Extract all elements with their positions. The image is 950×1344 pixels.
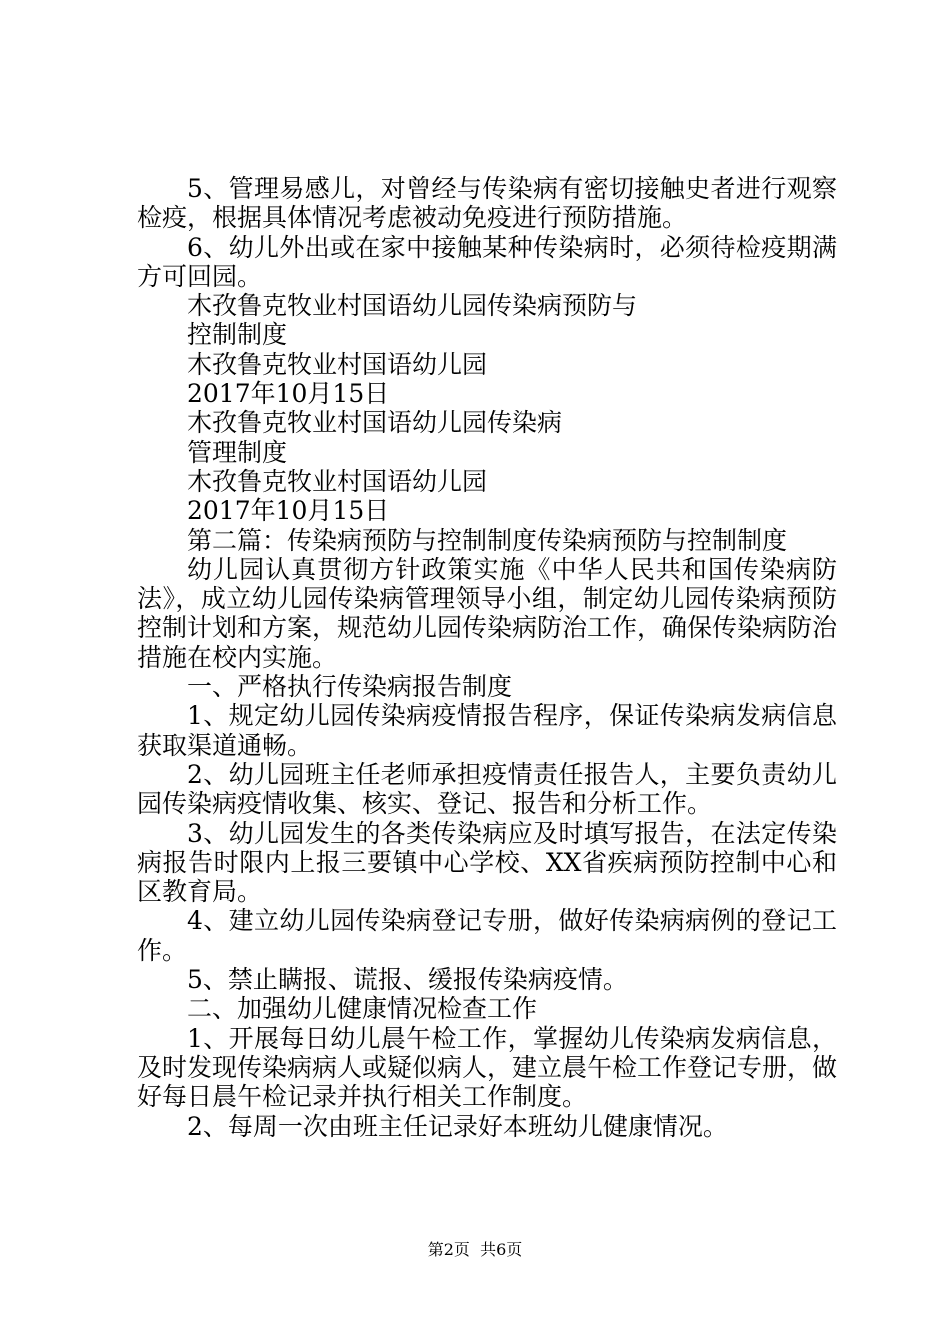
title-line-2: 控制制度: [187, 320, 288, 350]
signature-date-b: 2017年10月15日: [187, 496, 390, 526]
signature-org-b: 木孜鲁克牧业村国语幼儿园: [187, 466, 488, 496]
page-number: 第2页: [427, 1240, 470, 1259]
title-line-1-b: 木孜鲁克牧业村国语幼儿园传染病: [187, 408, 563, 438]
title-line-2-b: 管理制度: [187, 437, 288, 467]
report-item-5: 5、禁止瞒报、谎报、缓报传染病疫情。: [187, 965, 628, 995]
paragraph-item-5-observation: 5、管理易感儿，对曾经与传染病有密切接触史者进行观察检疫，根据具体情况考虑被动免疫进行预防措施。: [137, 174, 837, 233]
intro-paragraph: 幼儿园认真贯彻方针政策实施《中华人民共和国传染病防法》，成立幼儿园传染病管理领导小组，制定幼儿园传染病预防控制计划和方案，规范幼儿园传染病防治工作，确保传染病防治措施在校内实施。: [137, 554, 838, 672]
signature-org: 木孜鲁克牧业村国语幼儿园: [187, 349, 488, 379]
section-heading-part2: 第二篇：传染病预防与控制制度传染病预防与控制制度: [187, 525, 788, 555]
report-item-4: 4、建立幼儿园传染病登记专册，做好传染病病例的登记工作。: [137, 906, 837, 965]
signature-date: 2017年10月15日: [187, 379, 390, 409]
health-item-1: 1、开展每日幼儿晨午检工作，掌握幼儿传染病发病信息，及时发现传染病病人或疑似病人，建立晨午检工作登记专册，做好每日晨午检记录并执行相关工作制度。: [137, 1023, 838, 1112]
report-item-3: 3、幼儿园发生的各类传染病应及时填写报告，在法定传染病报告时限内上报三要镇中心学校、XX省疾病预防控制中心和区教育局。: [137, 818, 837, 907]
report-item-2: 2、幼儿园班主任老师承担疫情责任报告人，主要负责幼儿园传染病疫情收集、核实、登记、报告和分析工作。: [137, 759, 837, 819]
document-body: [137, 174, 837, 1141]
page-footer: [0, 1240, 950, 1260]
health-item-2: 2、每周一次由班主任记录好本班幼儿健康情况。: [187, 1111, 728, 1141]
heading-health-check: 二、加强幼儿健康情况检查工作: [187, 994, 538, 1024]
report-item-1: 1、规定幼儿园传染病疫情报告程序，保证传染病发病信息获取渠道通畅。: [137, 701, 837, 760]
title-line-1: 木孜鲁克牧业村国语幼儿园传染病预防与: [187, 291, 638, 321]
heading-report-system: 一、严格执行传染病报告制度: [187, 672, 513, 702]
page-total: 共6页: [480, 1240, 523, 1259]
paragraph-item-6-return: 6、幼儿外出或在家中接触某种传染病时，必须待检疫期满方可回园。: [137, 232, 837, 291]
